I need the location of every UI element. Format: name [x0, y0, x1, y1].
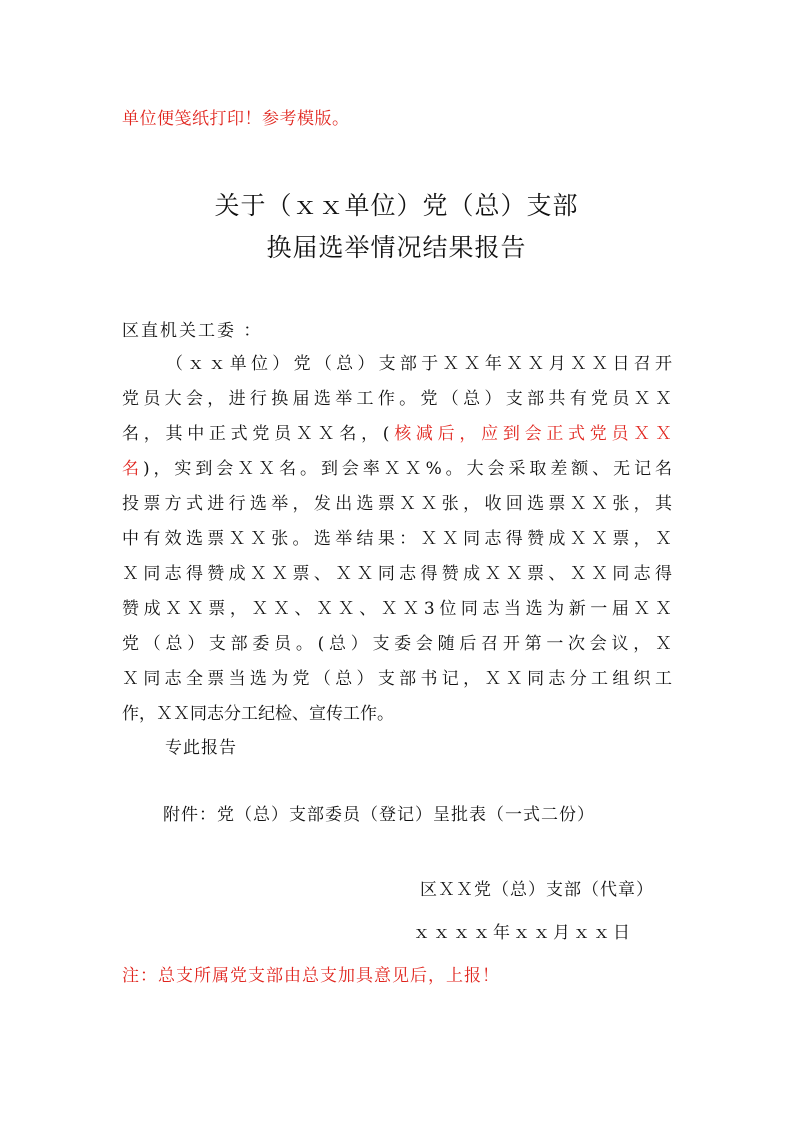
body-line-3-highlight: 核减后，应到会正式党员ＸＸ: [389, 424, 672, 444]
body-line-1: （ｘｘ单位）党（总）支部于ＸＸ年ＸＸ月ＸＸ日召开: [166, 354, 672, 374]
date: ｘｘｘｘ年ｘｘ月ｘｘ日: [413, 923, 633, 943]
document-title-line2: 换届选举情况结果报告: [266, 233, 527, 262]
body-line-3: [122, 419, 672, 444]
signer: 区ＸＸ党（总）支部（代章）: [420, 880, 654, 900]
attachment-note: 附件：党（总）支部委员（登记）呈批表（一式二份）: [163, 805, 595, 825]
body-line-11: 作，ＸＸ同志分工纪检、宣传工作。: [122, 704, 394, 724]
closing-phrase: 专此报告: [165, 738, 237, 758]
body-line-2: 党员大会，进行换届选举工作。党（总）支部共有党员ＸＸ: [122, 389, 672, 409]
body-line-3-text: 名，其中正式党员ＸＸ名，(: [122, 424, 390, 444]
footer-note: 注：总支所属党支部由总支加具意见后，上报！: [122, 966, 500, 986]
body-line-8: 赞成ＸＸ票，ＸＸ、ＸＸ、ＸＸ3位同志当选为新一届ＸＸ: [122, 599, 672, 619]
body-line-5: 投票方式进行选举，发出选票ＸＸ张，收回选票ＸＸ张，其: [122, 494, 672, 514]
body-line-9: 党（总）支部委员。(总）支委会随后召开第一次会议，Ｘ: [122, 634, 672, 654]
body-line-6: 中有效选票ＸＸ张。选举结果：ＸＸ同志得赞成ＸＸ票，Ｘ: [122, 529, 672, 549]
document-title-line1: 关于（ｘｘ单位）党（总）支部: [214, 191, 579, 220]
recipient: 区直机关工委 ：: [122, 321, 263, 341]
body-line-4-text: )，实到会ＸＸ名。到会率ＸＸ%。大会采取差额、无记名: [142, 459, 672, 479]
body-line-10: Ｘ同志全票当选为党（总）支部书记，ＸＸ同志分工组织工: [122, 669, 672, 689]
body-line-7: Ｘ同志得赞成ＸＸ票、ＸＸ同志得赞成ＸＸ票、ＸＸ同志得: [122, 564, 672, 584]
body-line-4-highlight: 名: [122, 459, 143, 479]
header-note: 单位便笺纸打印！参考模版。: [122, 109, 350, 129]
body-line-4: [122, 454, 672, 479]
